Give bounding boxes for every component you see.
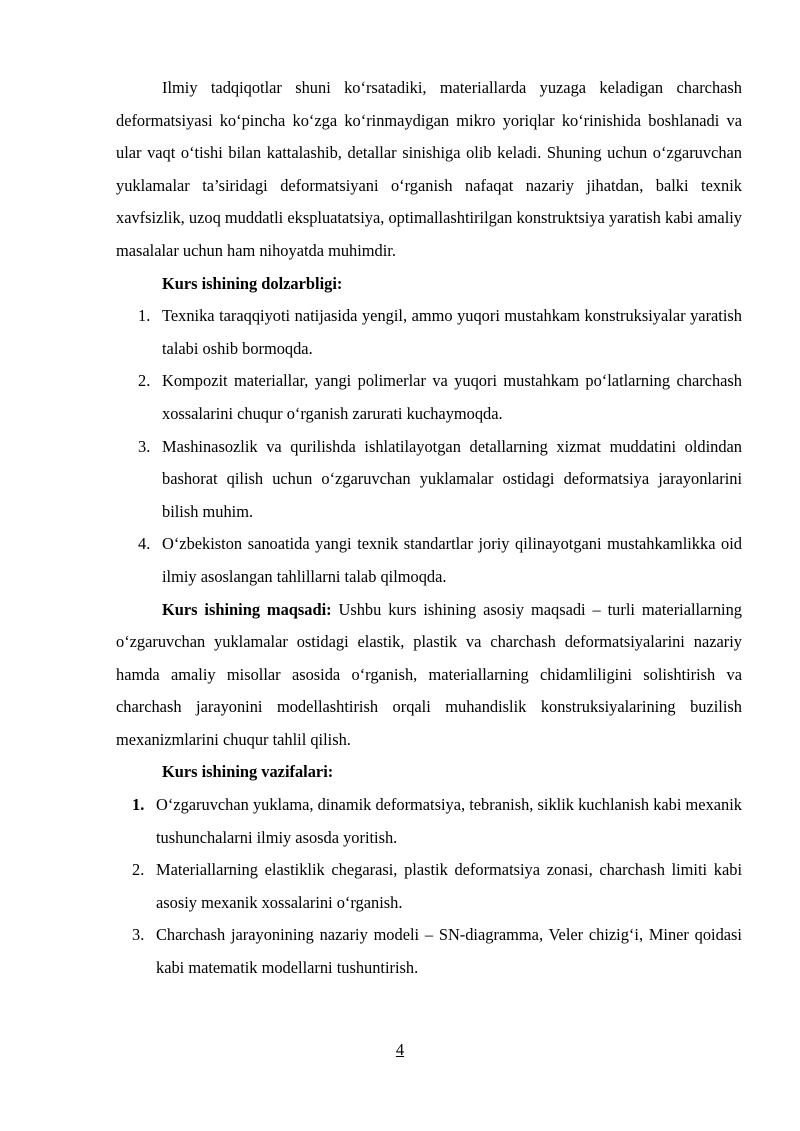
list-item-number: 4. (138, 534, 151, 554)
intro-paragraph: Ilmiy tadqiqotlar shuni ko‘rsatadiki, materiallarda yuzaga keladigan charchash deformatsiyasi ko‘pincha ko‘zga ko‘rinmaydigan mikro yoriqlar ko‘rinishida boshlanadi va ular vaqt o‘tishi bilan kattalashib, detallar sinishiga olib keladi. Shuning uchun o‘zgaruvchan yuklamalar ta’siridagi deformatsiyani o‘rganish nafaqat nazariy jihatdan, balki texnik xavfsizlik, uzoq muddatli ekspluatatsiya, optimallashtirilgan konstruktsiya yaratish kabi amaliy masalalar uchun ham nihoyatda muhimdir. (116, 78, 742, 260)
list-item (116, 919, 742, 984)
list-item-number: 3. (138, 436, 151, 456)
list-item-text: O‘zgaruvchan yuklama, dinamik deformatsiya, tebranish, siklik kuchlanish kabi mexanik tushunchalarni ilmiy asosda yoritish. (156, 795, 742, 847)
tasks-heading: Kurs ishining vazifalari: (162, 762, 334, 782)
list-item (116, 854, 742, 919)
list-item-number: 1. (132, 795, 145, 815)
goal-lead: Kurs ishining maqsadi: (162, 599, 332, 619)
list-item (116, 431, 742, 529)
document-page (116, 72, 742, 985)
list-item-number: 2. (138, 371, 151, 391)
list-item-text: Mashinasozlik va qurilishda ishlatilayotgan detallarning xizmat muddatini oldindan bashorat qilish uchun o‘zgaruvchan yuklamalar ostidagi deformatsiya jarayonlarini bilish muhim. (162, 436, 742, 521)
goal-paragraph (116, 594, 742, 757)
list-item (116, 528, 742, 593)
relevance-heading: Kurs ishining dolzarbligi: (162, 273, 343, 293)
goal-text: Ushbu kurs ishining asosiy maqsadi – turli materiallarning o‘zgaruvchan yuklamalar ostidagi elastik, plastik va charchash deformatsiyalarini nazariy hamda amaliy misollar asosida o‘rganish, materiallarning chidamliligini solishtirish va charchash jarayonini modellashtirish orqali muhandislik konstruksiyalarining buzilish mexanizmlarini chuqur tahlil qilish. (116, 599, 742, 749)
relevance-list (116, 300, 742, 593)
list-item (116, 789, 742, 854)
list-item-number: 1. (138, 306, 151, 326)
list-item-text: Kompozit materiallar, yangi polimerlar va yuqori mustahkam po‘latlarning charchash xossalarini chuqur o‘rganish zarurati kuchaymoqda. (162, 371, 742, 423)
list-item-number: 2. (132, 860, 145, 880)
list-item (116, 365, 742, 430)
list-item (116, 300, 742, 365)
list-item-text: O‘zbekiston sanoatida yangi texnik standartlar joriy qilinayotgani mustahkamlikka oid ilmiy asoslangan tahlillarni talab qilmoqda. (162, 534, 742, 586)
list-item-text: Materiallarning elastiklik chegarasi, plastik deformatsiya zonasi, charchash limiti kabi asosiy mexanik xossalarini o‘rganish. (156, 860, 742, 912)
list-item-text: Texnika taraqqiyoti natijasida yengil, ammo yuqori mustahkam konstruksiyalar yaratish talabi oshib bormoqda. (162, 306, 742, 358)
list-item-number: 3. (132, 925, 145, 945)
list-item-text: Charchash jarayonining nazariy modeli – SN-diagramma, Veler chizig‘i, Miner qoidasi kabi matematik modellarni tushuntirish. (156, 925, 742, 978)
tasks-list (116, 789, 742, 985)
page-number: 4 (395, 1040, 405, 1059)
